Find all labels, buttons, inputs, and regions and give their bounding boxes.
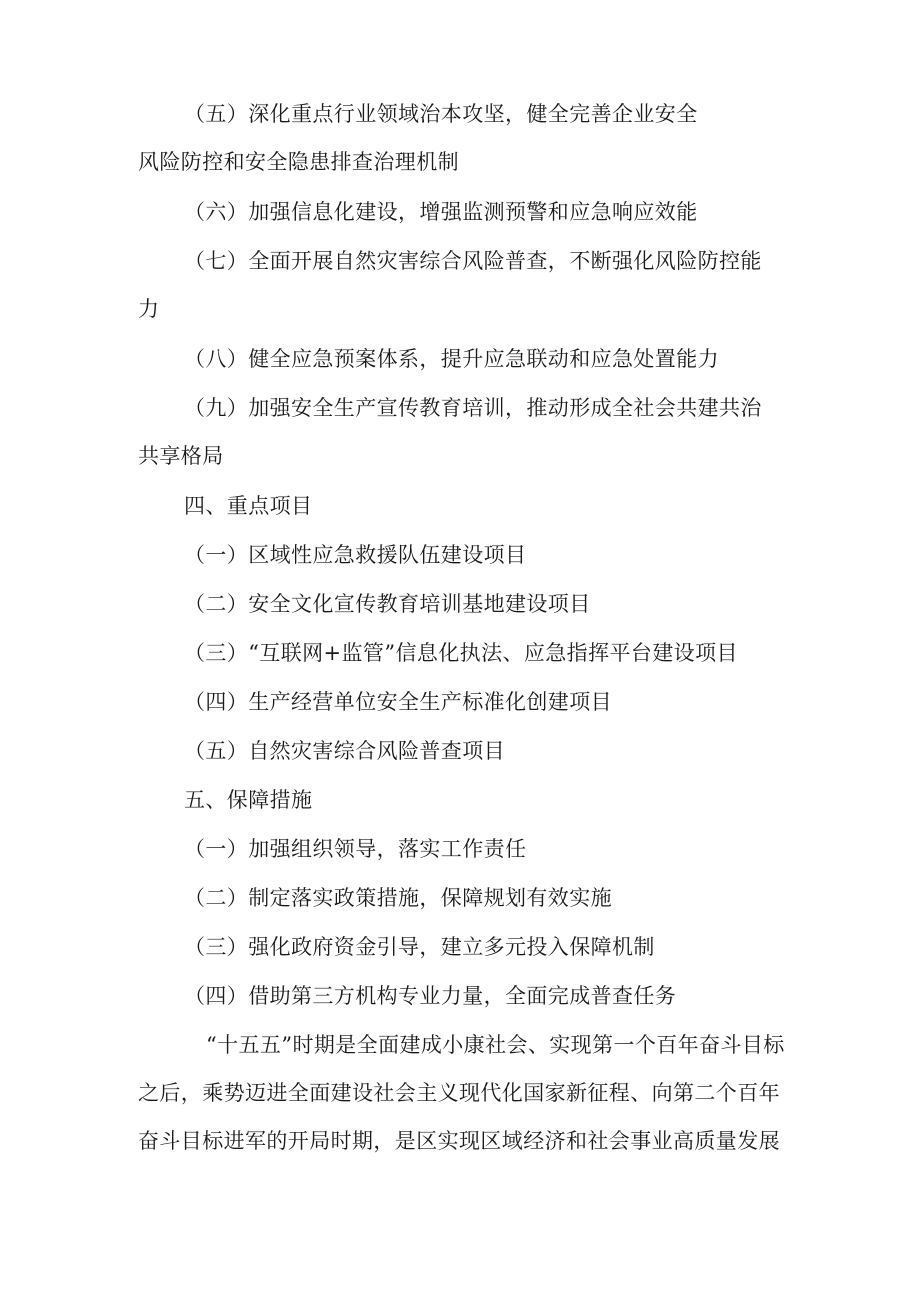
text-line: 风险防控和安全隐患排查治理机制 [138, 150, 459, 174]
project-item-4 [138, 678, 798, 726]
text-line: （四）借助第三方机构专业力量，全面完成普查任务 [184, 984, 677, 1008]
text-line: （二）安全文化宣传教育培训基地建设项目 [184, 592, 591, 616]
text-line: （九）加强安全生产宣传教育培训，推动形成全社会共建共治 [184, 396, 762, 420]
text-line: （二）制定落实政策措施，保障规划有效实施 [184, 886, 612, 910]
paragraph-eight-emergency-plan [138, 335, 798, 383]
text-line: （一）区域性应急救援队伍建设项目 [184, 543, 527, 567]
project-item-5 [138, 727, 798, 775]
text-line: （一）加强组织领导，落实工作责任 [184, 837, 527, 861]
safeguard-item-4 [138, 972, 798, 1020]
text-line: 奋斗目标进军的开局时期，是区实现区域经济和社会事业高质量发展 [138, 1129, 780, 1153]
safeguard-item-2 [138, 874, 798, 922]
text-line: 四、重点项目 [184, 494, 313, 518]
text-line: （五）深化重点行业领域治本攻坚，健全完善企业安全 [184, 102, 698, 126]
safeguard-item-3 [138, 923, 798, 971]
project-item-2 [138, 580, 798, 628]
text-line: 共享格局 [138, 444, 224, 468]
text-line: 力 [138, 297, 160, 321]
safeguard-item-1 [138, 825, 798, 873]
project-item-3 [138, 629, 798, 677]
section-heading-safeguards [138, 776, 798, 824]
text-line: 五、保障措施 [184, 788, 313, 812]
text-line: （三）“互联网+监管”信息化执法、应急指挥平台建设项目 [184, 641, 738, 665]
section-heading-key-projects [138, 482, 798, 530]
text-line: （八）健全应急预案体系，提升应急联动和应急处置能力 [184, 347, 719, 371]
text-line: （四）生产经营单位安全生产标准化创建项目 [184, 690, 612, 714]
paragraph-five-deepen-governance [138, 90, 798, 186]
text-line: （七）全面开展自然灾害综合风险普查，不断强化风险防控能 [184, 249, 762, 273]
text-line: “十五五”时期是全面建成小康社会、实现第一个百年奋斗目标 [206, 1033, 785, 1057]
text-line: （六）加强信息化建设，增强监测预警和应急响应效能 [184, 200, 698, 224]
text-line: 之后，乘势迈进全面建设社会主义现代化国家新征程、向第二个百年 [138, 1081, 780, 1105]
paragraph-six-informatization [138, 188, 798, 236]
text-line: （三）强化政府资金引导，建立多元投入保障机制 [184, 935, 655, 959]
project-item-1 [138, 531, 798, 579]
paragraph-nine-safety-training [138, 384, 798, 480]
text-line: （五）自然灾害综合风险普查项目 [184, 739, 505, 763]
paragraph-seven-risk-survey [138, 237, 798, 333]
paragraph-fifteenth-five-year-period [138, 1021, 798, 1165]
